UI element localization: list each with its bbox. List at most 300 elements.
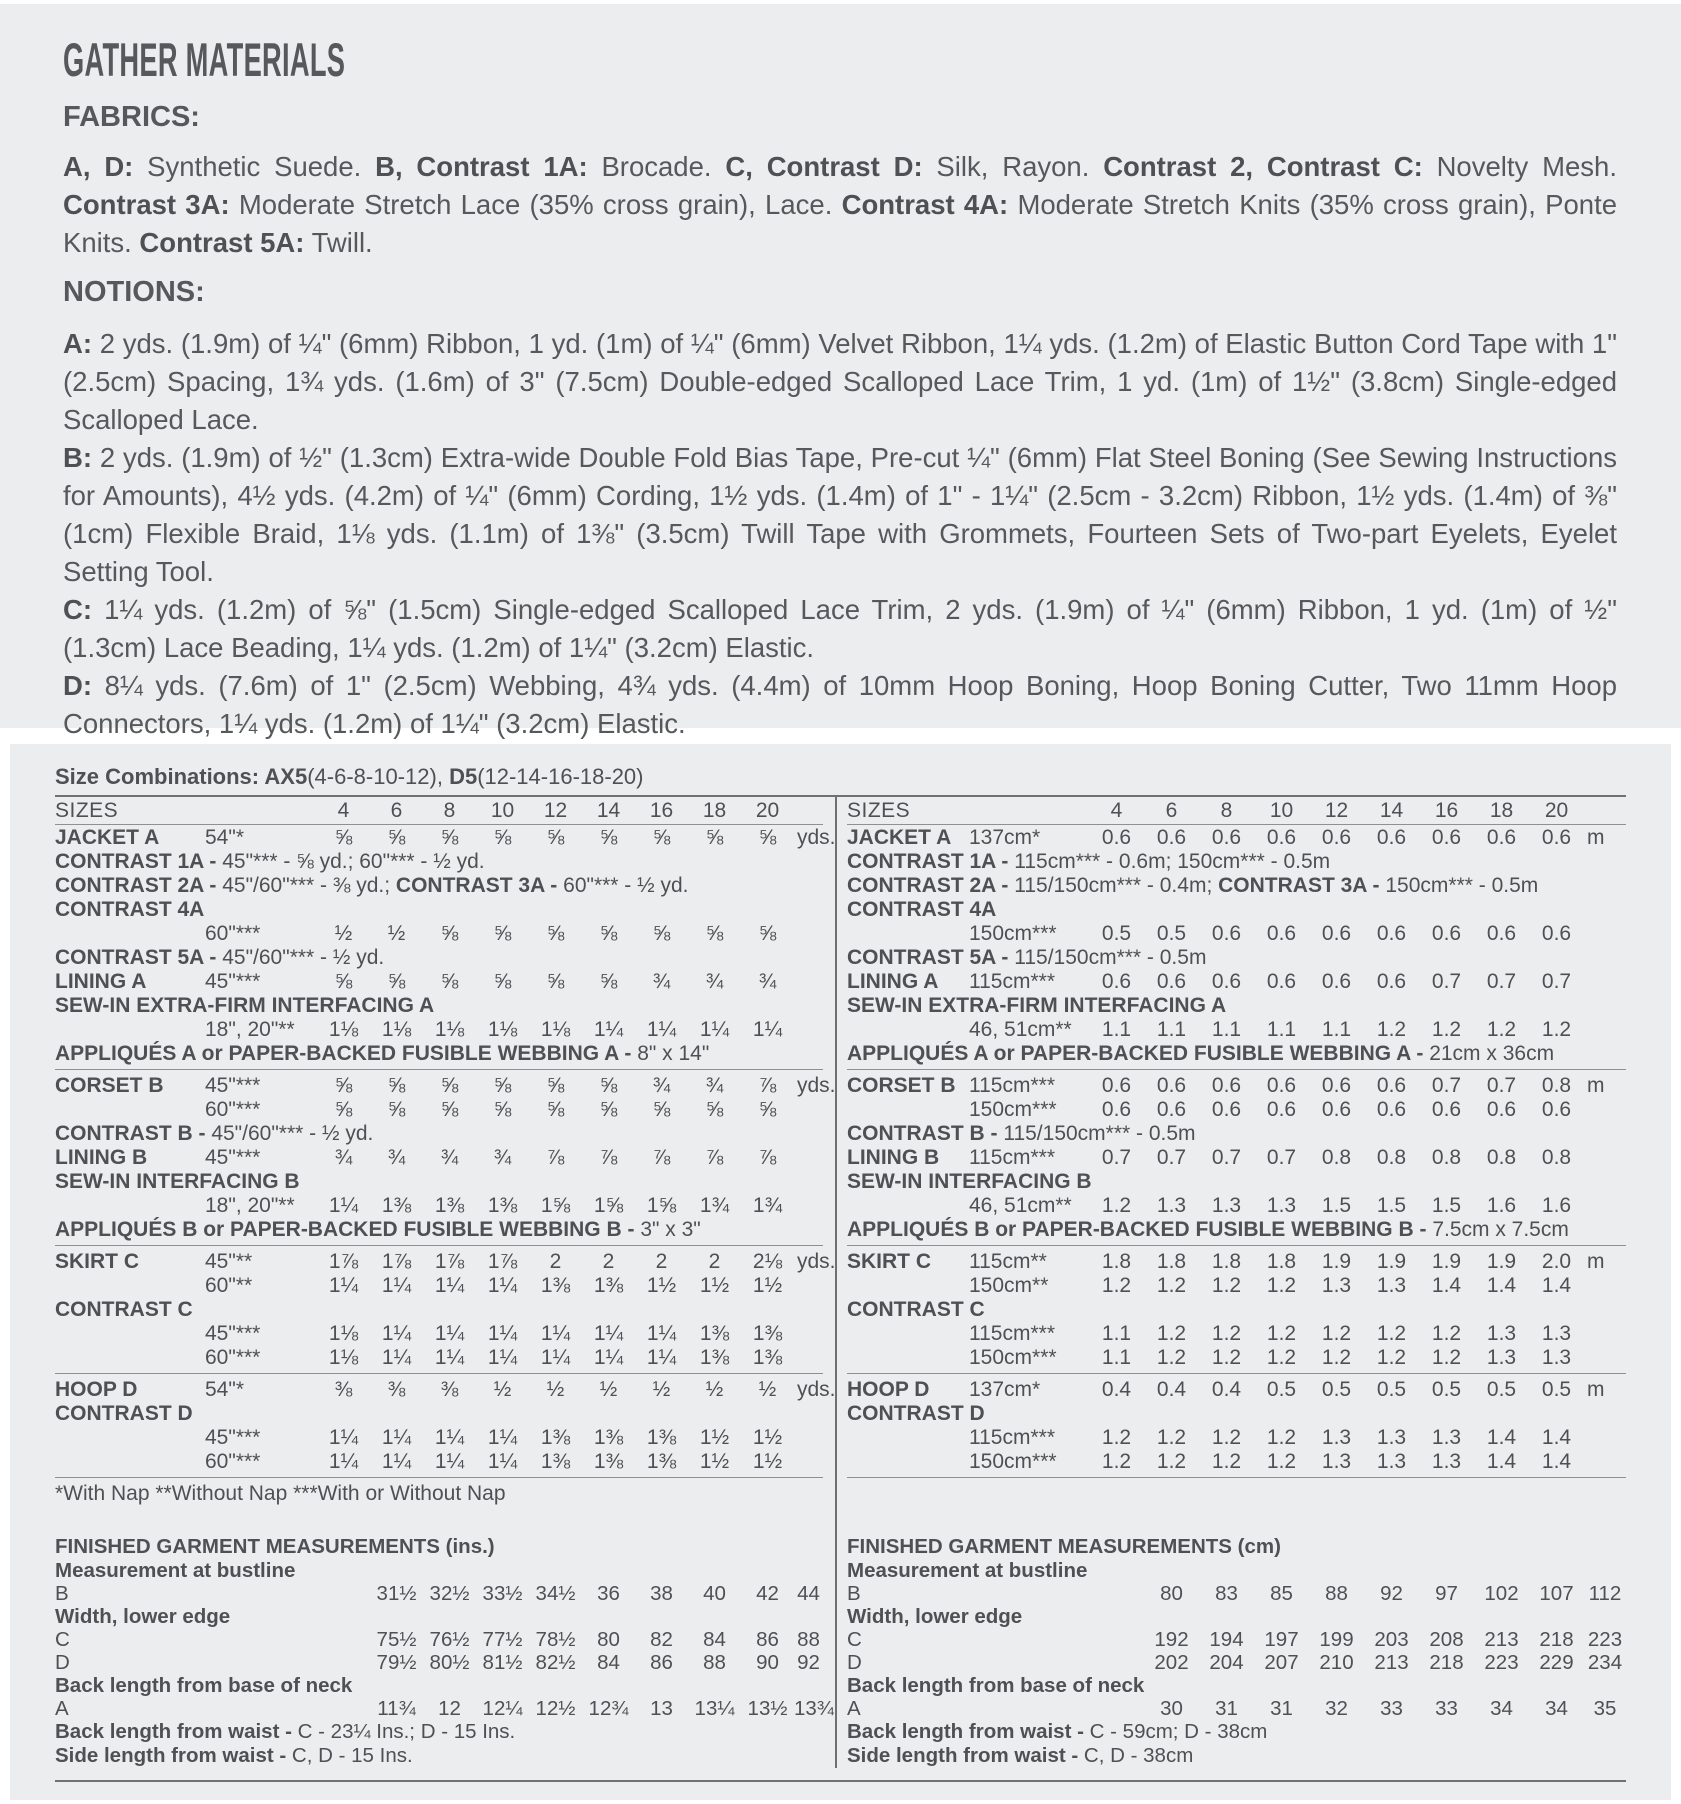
yardage-value: 1.3 bbox=[1486, 1322, 1517, 1345]
yardage-value: 2 bbox=[708, 1250, 721, 1273]
yardage-row bbox=[847, 1378, 1626, 1402]
measurement-value: 12 bbox=[438, 1697, 461, 1720]
size-number: 10 bbox=[490, 799, 515, 822]
yardage-value: 1¼ bbox=[646, 1018, 677, 1041]
yardage-value: 1¼ bbox=[381, 1426, 412, 1449]
plain-text: 115/150cm*** - 0.5m bbox=[1014, 946, 1207, 969]
size-number: 4 bbox=[337, 799, 350, 822]
bold-text: CONTRAST 2A - bbox=[847, 874, 1015, 897]
yardage-value: 1⅜ bbox=[381, 1194, 412, 1217]
measurement-value: 223 bbox=[1587, 1628, 1623, 1651]
measurement-row bbox=[55, 1628, 823, 1651]
table-note bbox=[55, 1042, 823, 1066]
yardage-value: 0.6 bbox=[1431, 922, 1462, 945]
measurement-row bbox=[847, 1582, 1626, 1605]
yardage-value: 0.6 bbox=[1266, 970, 1297, 993]
measurement-value: 33½ bbox=[482, 1582, 523, 1605]
measurement-row bbox=[55, 1697, 834, 1720]
yardage-value: 1⅜ bbox=[593, 1426, 624, 1449]
yardage-row bbox=[847, 1274, 1626, 1298]
view-letter: C bbox=[55, 1628, 70, 1651]
yardage-value: 0.6 bbox=[1486, 922, 1517, 945]
plain-text: *With Nap **Without Nap ***With or Without Nap bbox=[55, 1482, 506, 1505]
yardage-value: 1½ bbox=[699, 1426, 730, 1449]
section-rule bbox=[847, 1477, 1626, 1482]
fabric-width: 150cm*** bbox=[969, 1450, 1057, 1473]
size-number: 18 bbox=[1489, 799, 1514, 822]
yardage-value: 0.6 bbox=[1266, 826, 1297, 849]
yardage-value: 1.2 bbox=[1156, 1346, 1187, 1369]
garment-name: JACKET A bbox=[847, 826, 952, 849]
fabric-width: 150cm*** bbox=[969, 1098, 1057, 1121]
yardage-value: 1.5 bbox=[1431, 1194, 1462, 1217]
plain-text: Moderate Stretch Lace (35% cross grain), Lace. bbox=[229, 189, 842, 220]
measurement-value: 86 bbox=[650, 1651, 673, 1674]
yardage-value: 1¼ bbox=[593, 1346, 624, 1369]
yardage-value: 1¼ bbox=[434, 1346, 465, 1369]
yardage-row bbox=[55, 1250, 836, 1274]
table-note bbox=[55, 1218, 823, 1242]
yardage-row bbox=[847, 1322, 1626, 1346]
yardage-value: 1.2 bbox=[1321, 1322, 1352, 1345]
measurement-value: 13¼ bbox=[694, 1697, 735, 1720]
yardage-value: 0.5 bbox=[1321, 1378, 1352, 1401]
plain-text: 1¼ yds. (1.2m) of ⅝" (1.5cm) Single-edged Scalloped Lace Trim, 2 yds. (1.9m) of ¼" (6mm) Ribbon, 1 yd. (1m) of ½" (1.3cm) Lace Beading, 1¼ yds. (1.2m) of 1¼" (3.2cm) Elastic. bbox=[63, 594, 1617, 663]
plain-text: Synthetic Suede. bbox=[133, 151, 376, 182]
yardage-value: ⅝ bbox=[758, 1098, 777, 1121]
yardage-row bbox=[847, 1098, 1626, 1122]
plain-text: (12-14-16-18-20) bbox=[477, 764, 644, 789]
plain-text: Moderate Stretch Knits (35% cross grain), Ponte Knits. bbox=[63, 189, 1618, 258]
yardage-value: 0.6 bbox=[1376, 970, 1407, 993]
fabric-width: 60"*** bbox=[205, 1346, 261, 1369]
plain-text: Brocade. bbox=[587, 151, 726, 182]
measurement-value: 92 bbox=[797, 1651, 820, 1674]
yardage-column-metric bbox=[835, 797, 1626, 1768]
measurement-value: 81½ bbox=[482, 1651, 523, 1674]
measurement-note bbox=[55, 1720, 823, 1744]
yardage-value: ⅜ bbox=[440, 1378, 459, 1401]
bold-text: CONTRAST 5A - bbox=[847, 946, 1015, 969]
yardage-value: 0.8 bbox=[1321, 1146, 1352, 1169]
bold-text: Contrast 3A: bbox=[63, 189, 230, 220]
yardage-value: ½ bbox=[705, 1378, 724, 1401]
measurement-value: 76½ bbox=[429, 1628, 470, 1651]
measurement-value: 97 bbox=[1435, 1582, 1458, 1605]
measurement-value: 234 bbox=[1587, 1651, 1623, 1674]
view-letter: D bbox=[847, 1651, 862, 1674]
yardage-value: ⅝ bbox=[652, 826, 671, 849]
yardage-value: 0.6 bbox=[1266, 922, 1297, 945]
garment-name: HOOP D bbox=[847, 1378, 930, 1401]
yardage-value: 1⅛ bbox=[328, 1346, 359, 1369]
measurement-value: 112 bbox=[1588, 1582, 1622, 1605]
yardage-value: 0.6 bbox=[1486, 826, 1517, 849]
yardage-value: 0.6 bbox=[1101, 1074, 1132, 1097]
plain-text: 45"/60"*** - ½ yd. bbox=[211, 1122, 374, 1145]
measurement-value: 42 bbox=[756, 1582, 779, 1605]
yardage-value: 0.5 bbox=[1431, 1378, 1462, 1401]
measurement-value: 75½ bbox=[376, 1628, 417, 1651]
measurement-row bbox=[847, 1628, 1626, 1651]
unit-label: m bbox=[1587, 826, 1605, 849]
size-number: 6 bbox=[390, 799, 403, 822]
plain-text: 150cm*** - 0.5m bbox=[1385, 874, 1539, 897]
yardage-value: ⅝ bbox=[546, 1074, 565, 1097]
bold-text: CONTRAST 5A - bbox=[55, 946, 223, 969]
bold-text: C: bbox=[63, 594, 93, 625]
bold-text: APPLIQUÉS A or PAPER-BACKED FUSIBLE WEBBING A - bbox=[847, 1042, 1430, 1065]
yardage-row bbox=[55, 1274, 823, 1298]
yardage-value: 1.9 bbox=[1376, 1250, 1407, 1273]
yardage-value: ¾ bbox=[387, 1146, 406, 1169]
unit-label: m bbox=[1587, 1378, 1605, 1401]
bold-text: CONTRAST 1A - bbox=[847, 850, 1015, 873]
yardage-value: 1⅜ bbox=[540, 1426, 571, 1449]
measurement-value: 92 bbox=[1380, 1582, 1403, 1605]
yardage-value: 0.6 bbox=[1156, 1074, 1187, 1097]
plain-text: C - 59cm; D - 38cm bbox=[1089, 1720, 1268, 1743]
yardage-row bbox=[847, 1250, 1626, 1274]
garment-label: SEW-IN INTERFACING B bbox=[55, 1170, 300, 1193]
fabric-width: 60"*** bbox=[205, 1098, 261, 1121]
yardage-value: 1¼ bbox=[328, 1426, 359, 1449]
plain-text: 8" x 14" bbox=[637, 1042, 710, 1065]
yardage-value: 0.7 bbox=[1486, 970, 1517, 993]
yardage-value: ⅝ bbox=[493, 826, 512, 849]
garment-name: SKIRT C bbox=[55, 1250, 139, 1273]
yardage-value: 0.6 bbox=[1486, 1098, 1517, 1121]
size-number: 18 bbox=[702, 799, 727, 822]
yardage-value: 1⅛ bbox=[540, 1018, 571, 1041]
measurement-value: 218 bbox=[1539, 1628, 1574, 1651]
measurement-value: 107 bbox=[1539, 1582, 1574, 1605]
measurement-value: 33 bbox=[1380, 1697, 1403, 1720]
measurement-value: 213 bbox=[1374, 1651, 1409, 1674]
garment-name: SKIRT C bbox=[847, 1250, 931, 1273]
measurement-value: 208 bbox=[1429, 1628, 1464, 1651]
yardage-value: 1⅜ bbox=[699, 1346, 730, 1369]
fabric-width: 115cm*** bbox=[969, 970, 1055, 993]
garment-name: JACKET A bbox=[55, 826, 160, 849]
yardage-value: 0.6 bbox=[1321, 826, 1352, 849]
yardage-value: ⅝ bbox=[493, 1074, 512, 1097]
yardage-value: 0.8 bbox=[1431, 1146, 1462, 1169]
bold-text: Contrast 4A: bbox=[841, 189, 1009, 220]
measurement-value: 202 bbox=[1154, 1651, 1189, 1674]
yardage-row bbox=[55, 1450, 823, 1474]
bold-text: APPLIQUÉS B or PAPER-BACKED FUSIBLE WEBBING B - bbox=[55, 1218, 641, 1241]
garment-label: SEW-IN EXTRA-FIRM INTERFACING A bbox=[847, 994, 1227, 1017]
fabric-width: 115cm*** bbox=[969, 1074, 1055, 1097]
yardage-value: 0.6 bbox=[1376, 1098, 1407, 1121]
yardage-value: 1¾ bbox=[752, 1194, 783, 1217]
yardage-value: ⅝ bbox=[493, 922, 512, 945]
yardage-value: 0.6 bbox=[1211, 1098, 1242, 1121]
plain-text: 60"*** - ½ yd. bbox=[563, 874, 689, 897]
yardage-value: 2 bbox=[602, 1250, 615, 1273]
yardage-value: 1.2 bbox=[1266, 1346, 1297, 1369]
yardage-value: 1⅛ bbox=[487, 1018, 518, 1041]
yardage-value: ⅝ bbox=[652, 922, 671, 945]
yardage-value: 1¼ bbox=[752, 1018, 783, 1041]
size-number: 12 bbox=[1324, 799, 1349, 822]
yardage-value: 1.2 bbox=[1266, 1274, 1297, 1297]
yardage-value: 1.2 bbox=[1266, 1450, 1297, 1473]
garment-name: LINING B bbox=[847, 1146, 940, 1169]
yardage-value: 1.3 bbox=[1321, 1426, 1352, 1449]
yardage-value: 1.8 bbox=[1211, 1250, 1242, 1273]
yardage-row bbox=[55, 1018, 823, 1042]
bold-text: APPLIQUÉS A or PAPER-BACKED FUSIBLE WEBBING A - bbox=[55, 1042, 638, 1065]
yardage-value: ⅝ bbox=[334, 826, 353, 849]
fabric-width: 18", 20"** bbox=[205, 1018, 295, 1041]
yardage-value: ⅝ bbox=[334, 1098, 353, 1121]
plain-text: 115cm*** - 0.6m; 150cm*** - 0.5m bbox=[1014, 850, 1331, 873]
fabric-width: 45"*** bbox=[205, 1426, 261, 1449]
yardage-value: 1.2 bbox=[1266, 1426, 1297, 1449]
yardage-value: ¾ bbox=[493, 1146, 512, 1169]
fabrics-heading: FABRICS: bbox=[63, 101, 200, 133]
yardage-row bbox=[847, 1146, 1626, 1170]
notions-paragraphs bbox=[63, 325, 1617, 743]
size-number: 12 bbox=[543, 799, 568, 822]
yardage-value: ⅝ bbox=[440, 1074, 459, 1097]
yardage-value: 1.1 bbox=[1321, 1018, 1352, 1041]
bold-text: Back length from waist - bbox=[847, 1720, 1090, 1743]
notions-paragraph-a bbox=[63, 325, 1617, 439]
size-combinations bbox=[55, 764, 1626, 790]
yardage-value: 0.4 bbox=[1156, 1378, 1187, 1401]
yardage-value: 0.7 bbox=[1486, 1074, 1517, 1097]
yardage-value: 1¼ bbox=[646, 1322, 677, 1345]
plain-text: 115/150cm*** - 0.5m bbox=[1003, 1122, 1196, 1145]
measurement-row bbox=[847, 1697, 1626, 1720]
measurement-value: 13¾ bbox=[794, 1697, 834, 1720]
measurement-value: 35 bbox=[1593, 1697, 1617, 1720]
yardage-value: 1.4 bbox=[1541, 1274, 1572, 1297]
yardage-value: 1.3 bbox=[1431, 1426, 1462, 1449]
yardage-value: 1.2 bbox=[1486, 1018, 1517, 1041]
yardage-table-inches bbox=[55, 799, 836, 1506]
yardage-value: 1⅜ bbox=[434, 1194, 465, 1217]
fabric-width: 45"** bbox=[205, 1250, 253, 1273]
yardage-value: ⅞ bbox=[546, 1146, 565, 1169]
yardage-value: 1⅜ bbox=[752, 1346, 783, 1369]
table-note bbox=[847, 1042, 1626, 1066]
measurement-value: 38 bbox=[650, 1582, 673, 1605]
plain-text: 2 yds. (1.9m) of ½" (1.3cm) Extra-wide Double Fold Bias Tape, Pre-cut ¼" (6mm) Flat Steel Boning (See Sewing Instructions for Amounts), 4½ yds. (4.2m) of ¼" (6mm) Cording, 1½ yds. (1.4m) of 1" - 1¼" (2.5cm - 3.2cm) Ribbon, 1½ yds. (1.4m) of ⅜" (1cm) Flexible Braid, 1⅛ yds. (1.1m) of 1⅜" (3.5cm) Twill Tape with Grommets, Fourteen Sets of Two-part Eyelets, Eyelet Setting Tool. bbox=[63, 442, 1617, 587]
yardage-value: 1.3 bbox=[1376, 1426, 1407, 1449]
yardage-value: ¾ bbox=[652, 970, 671, 993]
unit-label: m bbox=[1587, 1074, 1605, 1097]
yardage-value: 1¼ bbox=[381, 1450, 412, 1473]
yardage-value: 1.4 bbox=[1541, 1426, 1572, 1449]
gather-materials-panel bbox=[0, 4, 1681, 739]
garment-label: CONTRAST C bbox=[847, 1298, 985, 1321]
yardage-value: 1½ bbox=[646, 1274, 677, 1297]
fabric-width: 54"* bbox=[205, 826, 244, 849]
yardage-value: ⅜ bbox=[334, 1378, 353, 1401]
bold-text: B: bbox=[63, 442, 93, 473]
plain-text: Novelty Mesh. bbox=[1422, 151, 1617, 182]
measurement-value: 83 bbox=[1215, 1582, 1238, 1605]
plain-text: 21cm x 36cm bbox=[1429, 1042, 1555, 1065]
garment-label: SEW-IN EXTRA-FIRM INTERFACING A bbox=[55, 994, 435, 1017]
measurement-value: 13 bbox=[650, 1697, 673, 1720]
yardage-value: ⅝ bbox=[758, 826, 777, 849]
measurement-value: 85 bbox=[1270, 1582, 1293, 1605]
plain-text: 45"/60"*** - ⅜ yd.; bbox=[222, 874, 396, 897]
garment-name: LINING A bbox=[847, 970, 939, 993]
bold-text: C, Contrast D: bbox=[725, 151, 923, 182]
yardage-value: 1⅞ bbox=[487, 1250, 518, 1273]
yardage-value: 1.5 bbox=[1321, 1194, 1352, 1217]
yardage-value: 0.6 bbox=[1156, 1098, 1187, 1121]
fabric-width: 137cm* bbox=[969, 826, 1041, 849]
yardage-value: 1¼ bbox=[434, 1426, 465, 1449]
yardage-value: ⅞ bbox=[599, 1146, 618, 1169]
yardage-value: 1¼ bbox=[328, 1194, 359, 1217]
yardage-value: 1¼ bbox=[381, 1274, 412, 1297]
yardage-value: ⅝ bbox=[546, 922, 565, 945]
measurement-value: 213 bbox=[1484, 1628, 1519, 1651]
yardage-value: 1¼ bbox=[328, 1450, 359, 1473]
table-note bbox=[847, 874, 1626, 898]
measurement-value: 32½ bbox=[429, 1582, 470, 1605]
yardage-value: 1.3 bbox=[1376, 1450, 1407, 1473]
measurement-value: 192 bbox=[1154, 1628, 1189, 1651]
yardage-value: ⅝ bbox=[599, 922, 618, 945]
bold-text: Side length from waist - bbox=[55, 1744, 292, 1767]
yardage-value: 1.6 bbox=[1486, 1194, 1517, 1217]
unit-label: yds. bbox=[797, 1250, 836, 1273]
yardage-value: 1.2 bbox=[1431, 1346, 1462, 1369]
yardage-value: 1.2 bbox=[1156, 1450, 1187, 1473]
yardage-row bbox=[847, 1346, 1626, 1370]
yardage-value: 0.6 bbox=[1211, 970, 1242, 993]
yardage-value: 0.6 bbox=[1321, 970, 1352, 993]
yardage-row bbox=[55, 1194, 823, 1218]
yardage-value: 0.6 bbox=[1541, 922, 1572, 945]
unit-label: m bbox=[1587, 1250, 1605, 1273]
yardage-value: 1⅛ bbox=[434, 1018, 465, 1041]
yardage-value: 0.5 bbox=[1376, 1378, 1407, 1401]
yardage-row bbox=[847, 1450, 1626, 1474]
yardage-value: ⅝ bbox=[493, 970, 512, 993]
plain-text: 2 yds. (1.9m) of ¼" (6mm) Ribbon, 1 yd. (1m) of ¼" (6mm) Velvet Ribbon, 1¼ yds. (1.2m) of Elastic Button Cord Tape with 1" (2.5cm) Spacing, 1¾ yds. (1.6m) of 3" (7.5cm) Double-edged Scalloped Lace Trim, 1 yd. (1m) of 1½" (3.8cm) Single-edged Scalloped Lace. bbox=[63, 328, 1617, 435]
yardage-value: ⅝ bbox=[440, 826, 459, 849]
yardage-value: 1.9 bbox=[1486, 1250, 1517, 1273]
size-number: 6 bbox=[1165, 799, 1178, 822]
yardage-value: 1.3 bbox=[1266, 1194, 1297, 1217]
view-letter: B bbox=[847, 1582, 861, 1605]
yardage-value: 1⅞ bbox=[434, 1250, 465, 1273]
measurement-value: 88 bbox=[703, 1651, 726, 1674]
measurement-value: 102 bbox=[1484, 1582, 1519, 1605]
yardage-value: 0.8 bbox=[1541, 1074, 1572, 1097]
yardage-value: 0.8 bbox=[1541, 1146, 1572, 1169]
fabric-width: 45"*** bbox=[205, 1146, 261, 1169]
fabric-width: 150cm*** bbox=[969, 922, 1057, 945]
measurement-value: 218 bbox=[1429, 1651, 1464, 1674]
measurement-value: 31 bbox=[1270, 1697, 1293, 1720]
yardage-value: ⅝ bbox=[387, 1074, 406, 1097]
yardage-value: 0.6 bbox=[1156, 826, 1187, 849]
size-number: 20 bbox=[1544, 799, 1569, 822]
yardage-value: 1.3 bbox=[1156, 1194, 1187, 1217]
yardage-value: 0.6 bbox=[1266, 1074, 1297, 1097]
yardage-column-inches bbox=[55, 797, 835, 1768]
yardage-value: ⅝ bbox=[705, 922, 724, 945]
yardage-value: 1.2 bbox=[1376, 1322, 1407, 1345]
yardage-value: 1⅜ bbox=[487, 1194, 518, 1217]
yardage-value: ⅝ bbox=[440, 970, 459, 993]
yardage-value: 2 bbox=[549, 1250, 562, 1273]
yardage-value: ⅝ bbox=[387, 970, 406, 993]
yardage-value: 1.4 bbox=[1486, 1450, 1517, 1473]
yardage-value: 1.2 bbox=[1101, 1450, 1132, 1473]
yardage-value: 1.3 bbox=[1541, 1322, 1572, 1345]
yardage-value: 0.8 bbox=[1376, 1146, 1407, 1169]
yardage-value: 1.2 bbox=[1211, 1426, 1242, 1449]
yardage-value: ⅝ bbox=[334, 1074, 353, 1097]
yardage-value: ⅞ bbox=[758, 1074, 777, 1097]
table-note bbox=[55, 1482, 823, 1506]
measurement-group-heading: Width, lower edge bbox=[55, 1605, 231, 1628]
yardage-value: 1.3 bbox=[1431, 1450, 1462, 1473]
yardage-value: 1.3 bbox=[1321, 1450, 1352, 1473]
bold-text: Side length from waist - bbox=[847, 1744, 1084, 1767]
measurement-value: 204 bbox=[1209, 1651, 1244, 1674]
measurement-value: 80 bbox=[597, 1628, 620, 1651]
finished-measurements-title: FINISHED GARMENT MEASUREMENTS (ins.) bbox=[55, 1535, 495, 1558]
yardage-value: 0.6 bbox=[1321, 1074, 1352, 1097]
yardage-value: 2.0 bbox=[1541, 1250, 1572, 1273]
garment-label: CONTRAST C bbox=[55, 1298, 193, 1321]
yardage-value: ⅝ bbox=[705, 1098, 724, 1121]
table-note bbox=[847, 850, 1626, 874]
yardage-value: 1¼ bbox=[434, 1322, 465, 1345]
garment-name: LINING A bbox=[55, 970, 147, 993]
yardage-value: 2 bbox=[655, 1250, 668, 1273]
plain-text: 45"/60"*** - ½ yd. bbox=[222, 946, 385, 969]
yardage-value: 1¼ bbox=[381, 1322, 412, 1345]
yardage-value: 1¼ bbox=[487, 1274, 518, 1297]
size-number: 8 bbox=[1220, 799, 1233, 822]
measurement-value: 88 bbox=[1325, 1582, 1348, 1605]
yardage-value: 1¼ bbox=[487, 1346, 518, 1369]
yardage-value: ⅝ bbox=[599, 970, 618, 993]
size-number: 8 bbox=[443, 799, 456, 822]
size-number: 16 bbox=[649, 799, 674, 822]
yardage-value: 1⅝ bbox=[646, 1194, 677, 1217]
yardage-value: 1¼ bbox=[593, 1018, 624, 1041]
yardage-value: 0.6 bbox=[1211, 922, 1242, 945]
yardage-value: 1⅜ bbox=[540, 1450, 571, 1473]
measurement-value: 30 bbox=[1160, 1697, 1183, 1720]
yardage-row bbox=[847, 1426, 1626, 1450]
fabric-width: 150cm** bbox=[969, 1274, 1049, 1297]
bold-text: D5 bbox=[449, 764, 478, 789]
finished-measurements-title: FINISHED GARMENT MEASUREMENTS (cm) bbox=[847, 1535, 1281, 1558]
yardage-value: 1⅝ bbox=[593, 1194, 624, 1217]
yardage-value: 1.2 bbox=[1156, 1274, 1187, 1297]
view-letter: D bbox=[55, 1651, 70, 1674]
yardage-value: 1⅜ bbox=[540, 1274, 571, 1297]
yardage-value: 0.5 bbox=[1156, 922, 1187, 945]
yardage-value: 1.2 bbox=[1101, 1426, 1132, 1449]
